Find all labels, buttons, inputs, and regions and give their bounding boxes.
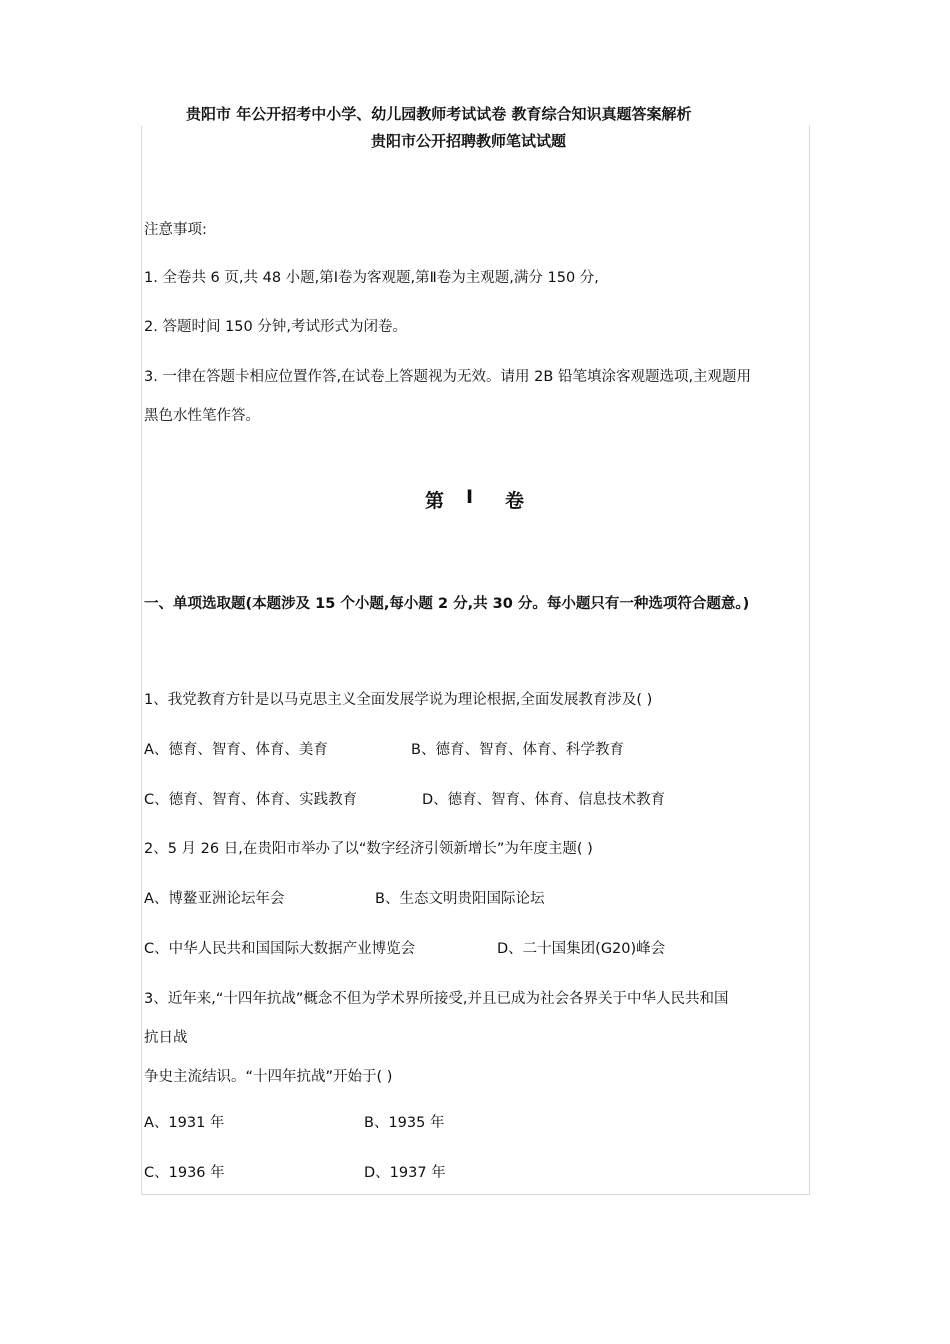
volume-label-numeral: Ⅰ <box>466 486 474 508</box>
question-1-option-a: A、德育、智育、体育、美育 <box>144 742 328 758</box>
question-2-option-d: D、二十国集团(G20)峰会 <box>497 941 666 957</box>
question-2-stem: 2、5 月 26 日,在贵阳市举办了以“数字经济引领新增长”为年度主题( ) <box>144 841 593 857</box>
section-heading: 一、单项选取题(本题涉及 15 个小题,每小题 2 分,共 30 分。每小题只有一种选项符合题意。) <box>144 596 750 612</box>
question-3-option-a: A、1931 年 <box>144 1115 225 1131</box>
document-title: 贵阳市 年公开招考中小学、幼儿园教师考试试卷 教育综合知识真题答案解析 <box>186 105 692 123</box>
question-3-stem-line-3: 争史主流结识。“十四年抗战”开始于( ) <box>144 1069 393 1085</box>
question-3-option-b: B、1935 年 <box>364 1115 445 1131</box>
question-3-stem-line-1: 3、近年来,“十四年抗战”概念不但为学术界所接受,并且已成为社会各界关于中华人民共和国 <box>144 991 729 1007</box>
notice-item-1: 1. 全卷共 6 页,共 48 小题,第Ⅰ卷为客观题,第Ⅱ卷为主观题,满分 150 分, <box>144 270 599 286</box>
volume-label-di: 第 <box>425 490 445 512</box>
document-subtitle: 贵阳市公开招聘教师笔试试题 <box>371 132 567 150</box>
notice-heading: 注意事项: <box>144 222 207 238</box>
question-1-option-b: B、德育、智育、体育、科学教育 <box>411 742 624 758</box>
question-3-stem-line-2: 抗日战 <box>144 1030 188 1046</box>
question-2-option-c: C、中华人民共和国国际大数据产业博览会 <box>144 941 416 957</box>
notice-item-2: 2. 答题时间 150 分钟,考试形式为闭卷。 <box>144 319 407 335</box>
notice-item-3-cont: 黑色水性笔作答。 <box>144 408 260 424</box>
question-1-stem: 1、我党教育方针是以马克思主义全面发展学说为理论根据,全面发展教育涉及( ) <box>144 692 653 708</box>
question-2-option-b: B、生态文明贵阳国际论坛 <box>375 891 545 907</box>
question-3-option-d: D、1937 年 <box>364 1165 446 1181</box>
question-1-option-c: C、德育、智育、体育、实践教育 <box>144 792 358 808</box>
question-3-option-c: C、1936 年 <box>144 1165 225 1181</box>
volume-label-juan: 卷 <box>505 490 525 512</box>
notice-item-3: 3. 一律在答题卡相应位置作答,在试卷上答题视为无效。请用 2B 铅笔填涂客观题选项,主观题用 <box>144 369 752 385</box>
question-1-option-d: D、德育、智育、体育、信息技术教育 <box>422 792 666 808</box>
question-2-option-a: A、博鳌亚洲论坛年会 <box>144 891 285 907</box>
